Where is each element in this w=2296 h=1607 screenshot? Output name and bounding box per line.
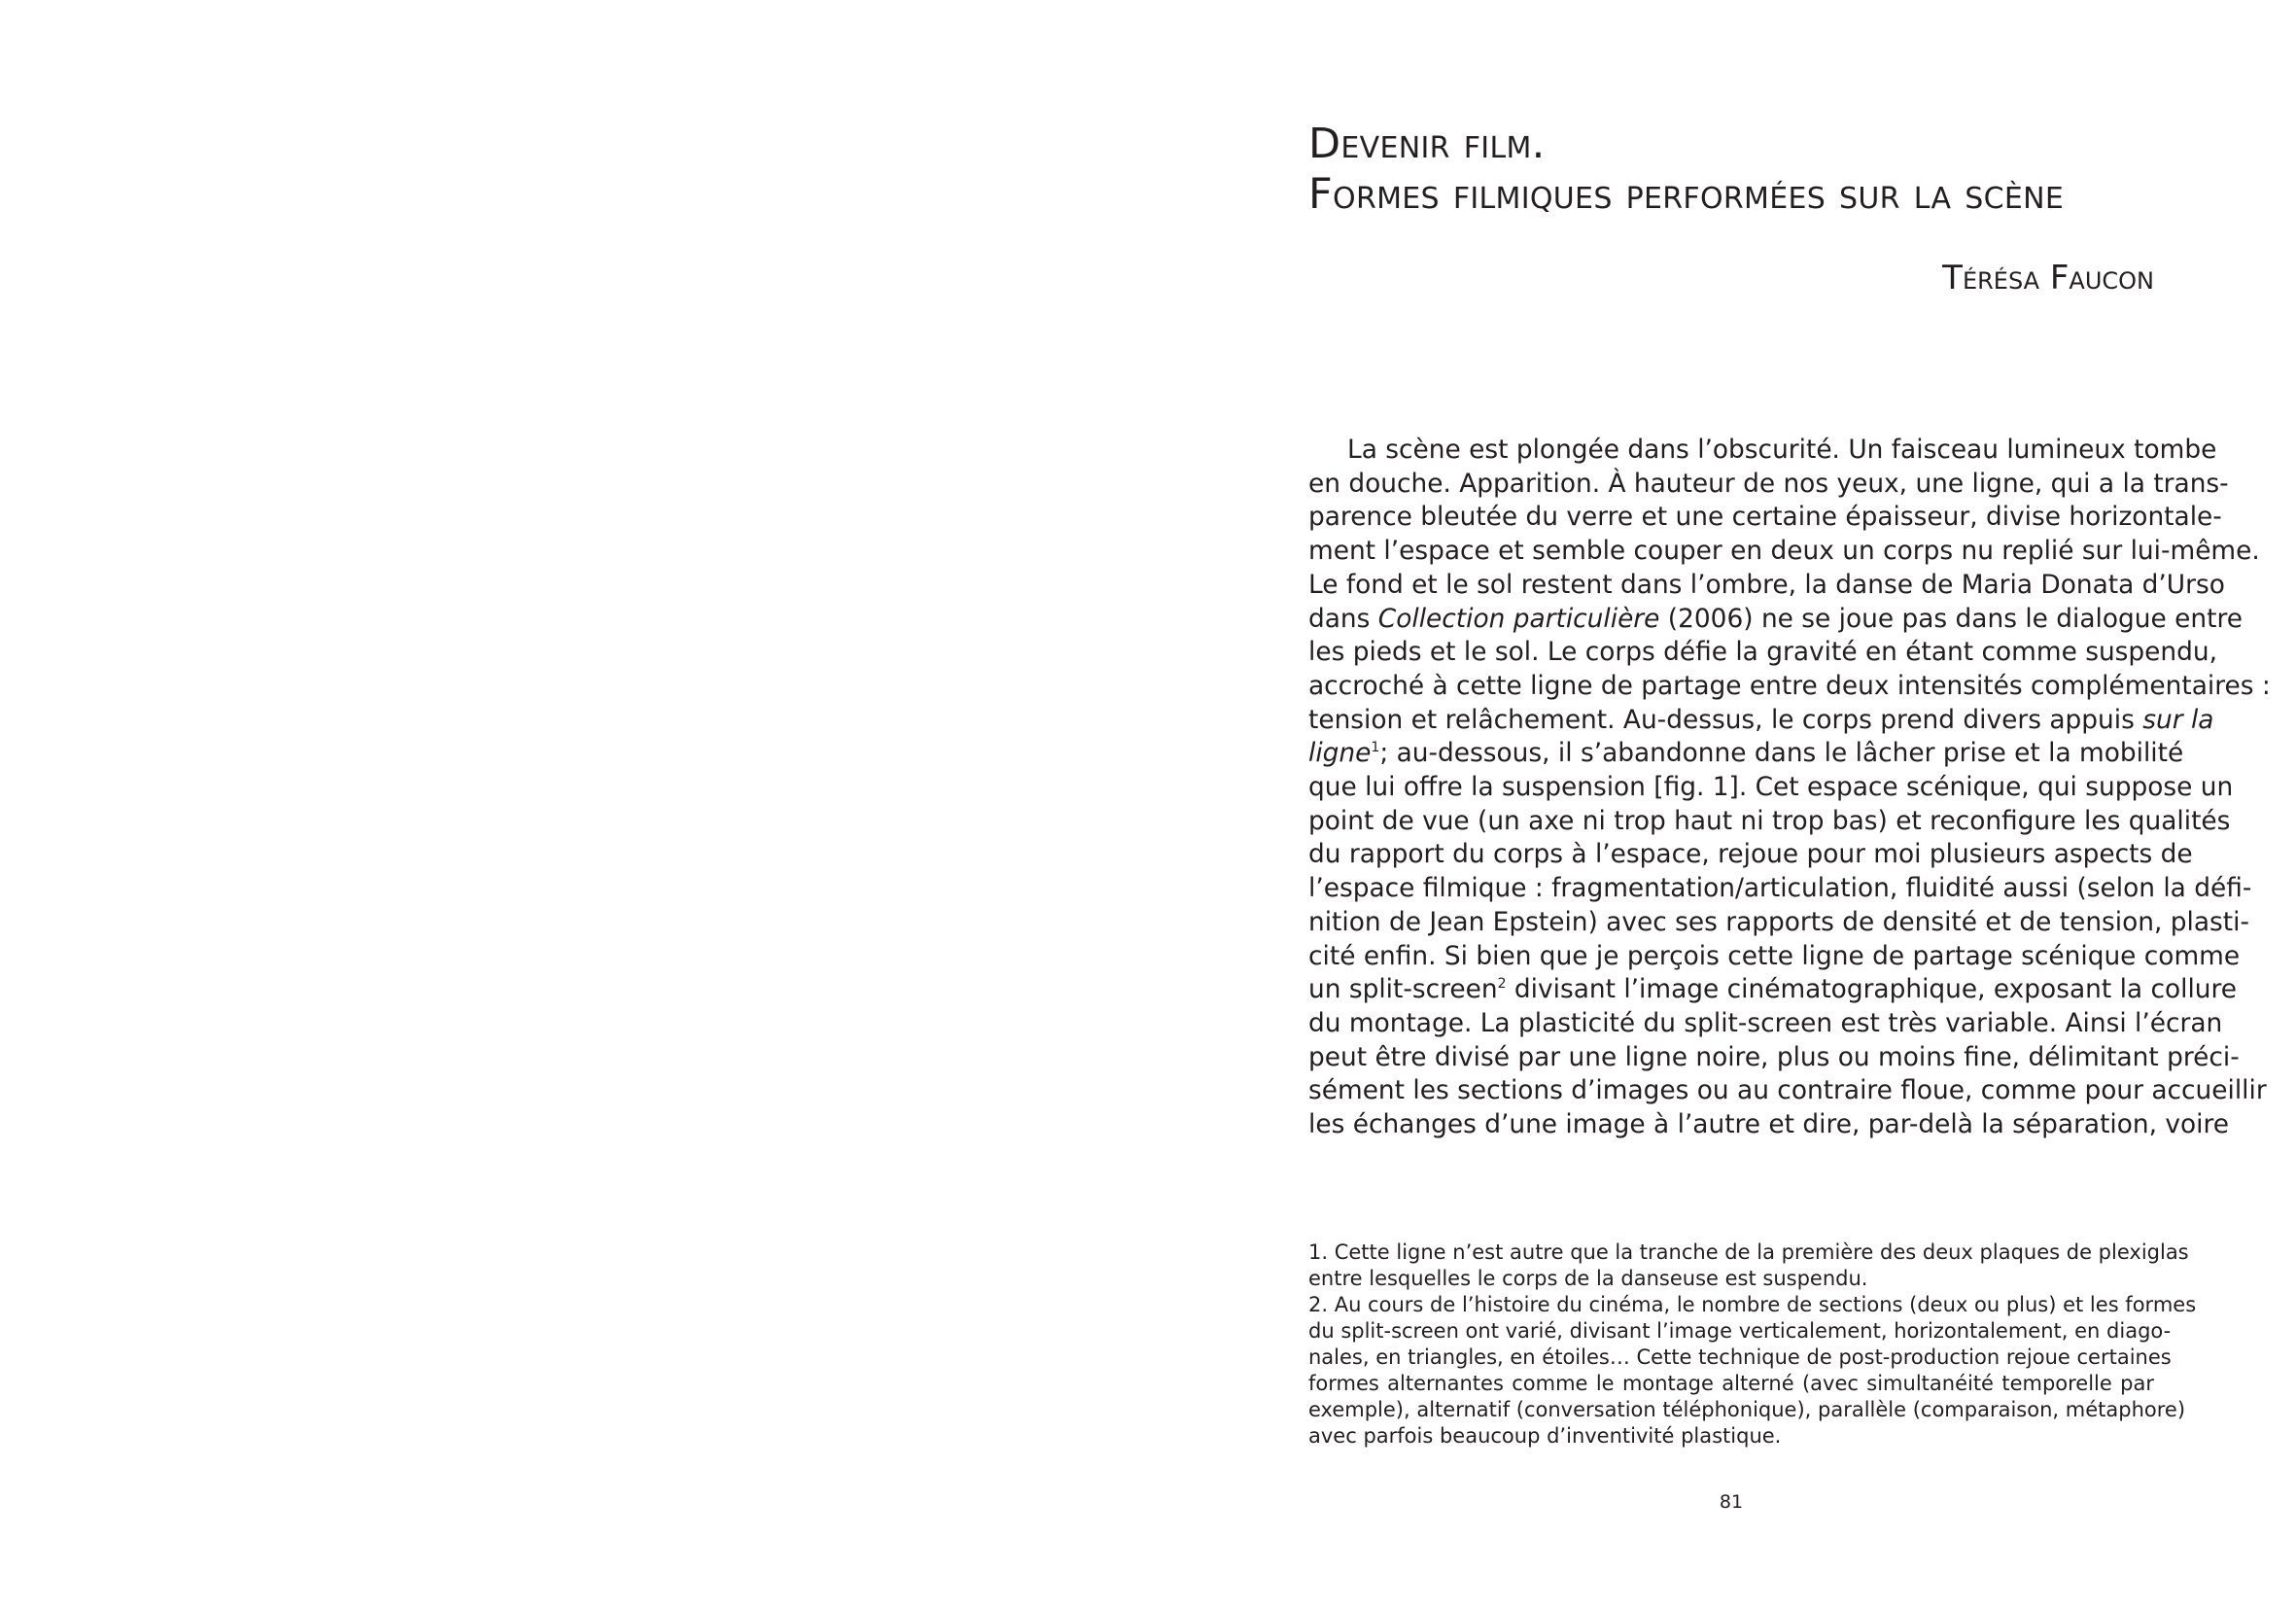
body-line [1308,603,2243,637]
footnote-line: du split-screen ont varié, divisant l’image verticalement, horizontalement, en diago- [1308,1319,2172,1343]
body-line: les pieds et le sol. Le corps défie la gravité en étant comme suspendu, [1308,637,2218,668]
body-line: parence bleutée du verre et une certaine épaisseur, divise horizontale- [1308,502,2222,533]
body-line [1308,973,2238,1007]
footnote-line: 1. Cette ligne n’est autre que la tranche de la première des deux plaques de plexiglas [1308,1240,2189,1264]
body-line: La scène est plongée dans l’obscurité. Un faisceau lumineux tombe [1347,435,2217,465]
footnotes [1308,1240,2197,1450]
body-line: les échanges d’une image à l’autre et dire, par-delà la séparation, voire [1308,1109,2230,1140]
body-line-start: dans [1308,603,1371,634]
body-line: peut être divisé par une ligne noire, plus ou moins fine, délimitant préci- [1308,1041,2240,1072]
italic-phrase: ligne [1308,738,1372,769]
article-title [1308,119,2154,220]
footnote-ref-2[interactable]: 2 [1497,976,1507,993]
footnote-line: avec parfois beaucoup d’inventivité plastique. [1308,1424,1782,1448]
footnote-ref-1[interactable]: 1 [1371,740,1380,756]
body-line: du rapport du corps à l’espace, rejoue pour moi plusieurs aspects de [1308,839,2193,870]
body-line-end: (2006) ne se joue pas dans le dialogue entre [1667,603,2243,634]
body-paragraph [1308,434,2271,1142]
body-line-end: divisant l’image cinématographique, exposant la collure [1513,974,2238,1005]
body-line [1308,704,2214,738]
title-line-2: Formes filmiques performées sur la scène [1308,170,2065,219]
body-line: du montage. La plasticité du split-screen est très variable. Ainsi l’écran [1308,1007,2223,1038]
footnote-line: exemple), alternatif (conversation téléphonique), parallèle (comparaison, métaphore) [1308,1398,2186,1421]
body-line: ment l’espace et semble couper en deux un corps nu replié sur lui-même. [1308,536,2260,567]
work-title-italic: Collection particulière [1377,603,1660,634]
body-line-start: un split-screen [1308,974,1498,1005]
body-line [1308,737,2184,771]
title-line-1: Devenir film. [1308,120,1546,168]
footnote-line: 2. Au cours de l’histoire du cinéma, le nombre de sections (deux ou plus) et les formes [1308,1293,2197,1316]
footnote-line: entre lesquelles le corps de la danseuse est suspendu. [1308,1267,1868,1290]
body-line: que lui offre la suspension [fig. 1]. Cet espace scénique, qui suppose un [1308,772,2234,803]
body-line-end: ; au-dessous, il s’abandonne dans le lâcher prise et la mobilité [1379,738,2184,769]
body-line: Le fond et le sol restent dans l’ombre, la danse de Maria Donata d’Urso [1308,569,2225,600]
footnote-line: formes alternantes comme le montage alterné (avec simultanéité temporelle par [1308,1372,2154,1395]
body-line: sément les sections d’images ou au contraire floue, comme pour accueillir [1308,1075,2267,1106]
page-number: 81 [1719,1491,1744,1513]
author-name: Térésa Faucon [1942,259,2154,297]
body-line: l’espace filmique : fragmentation/articulation, fluidité aussi (selon la défi- [1308,873,2252,904]
body-line: accroché à cette ligne de partage entre deux intensités complémentaires : [1308,670,2271,701]
body-line-start: tension et relâchement. Au-dessus, le corps prend divers appuis [1308,704,2135,735]
body-line: point de vue (un axe ni trop haut ni trop bas) et reconfigure les qualités [1308,805,2231,836]
body-line: nition de Jean Epstein) avec ses rapports de densité et de tension, plasti- [1308,906,2249,937]
italic-phrase: sur la [2142,704,2214,735]
right-page [1148,0,2296,1607]
footnote-line: nales, en triangles, en étoiles… Cette technique de post-production rejoue certaines [1308,1345,2172,1369]
body-line: en douche. Apparition. À hauteur de nos yeux, une ligne, qui a la trans- [1308,468,2229,499]
body-line: cité enfin. Si bien que je perçois cette ligne de partage scénique comme [1308,940,2241,971]
